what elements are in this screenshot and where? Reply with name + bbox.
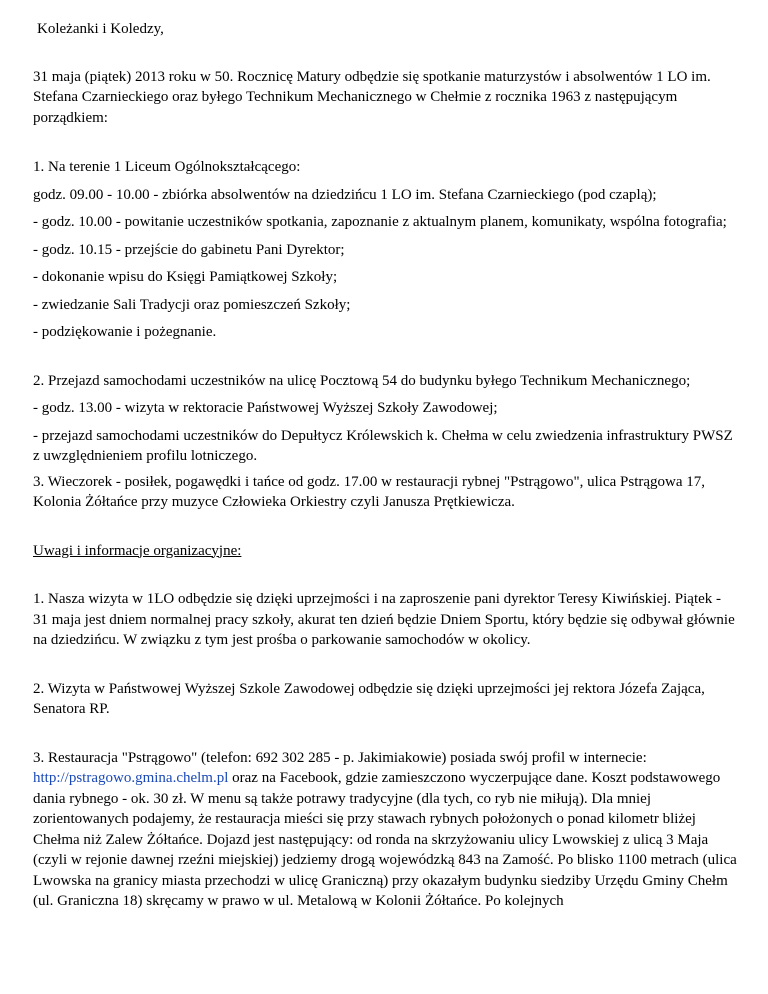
section1-item: - godz. 10.00 - powitanie uczestników spotkania, zapoznanie z aktualnym planem, komunikaty, wspólna fotografia; — [33, 214, 727, 230]
section1-item: - podziękowanie i pożegnanie. — [33, 324, 217, 340]
section2-title: 2. Przejazd samochodami uczestników na ulicę Pocztową 54 do budynku byłego Technikum Mechanicznego; — [33, 372, 691, 389]
section1-title: 1. Na terenie 1 Liceum Ogólnokształcącego: — [33, 159, 301, 175]
note-3 — [33, 748, 738, 912]
note-1: 1. Nasza wizyta w 1LO odbędzie się dzięki uprzejmości i na zaproszenie pani dyrektor Teresy Kiwińskiej. Piątek - 31 maja jest dniem normalnej pracy szkoły, akurat ten dzień będzie Dniem Sportu, który będzie się odbywał głównie na dziedzińcu. W związku z tym jest prośba o parkowanie samochodów w okolicy. — [33, 591, 735, 648]
document-body — [33, 0, 738, 912]
greeting: Koleżanki i Koledzy, — [37, 21, 164, 37]
section3-paragraph: 3. Wieczorek - posiłek, pogawędki i tańce od godz. 17.00 w restauracji rybnej "Pstrągowo", ulica Pstrągowa 17, Kolonia Żółtańce przy muzyce Człowieka Orkiestry czyli Janusza Prętkiewicza. — [33, 473, 706, 510]
notes-heading: Uwagi i informacje organizacyjne: — [33, 542, 242, 559]
section2-item: - przejazd samochodami uczestników do Depułtycz Królewskich k. Chełma w celu zwiedzenia infrastruktury PWSZ z uwzględnieniem profilu lotniczego. — [33, 427, 733, 464]
note-3-text-after-link: oraz na Facebook, gdzie zamieszczono wyczerpujące dane. Koszt podstawowego dania rybnego - ok. 30 zł. W menu są także potrawy tradycyjne (dla tych, co ryb nie miłują). Dla mniej zorientowanych podajemy, że restauracja mieści się przy stawach rybnych położonych o ponad kilometr bliżej Chełma niż Zalew Żółtańce. Dojazd jest następujący: od ronda na skrzyżowaniu ulicy Lwowskiej z ulicą 3 Maja (czyli w rejonie dawnej rzeźni miejskiej) jedziemy drogą wojewódzką 843 na Zamość. Po blisko 1100 metrach (ulica Lwowska na granicy miasta przechodzi w ulicę Graniczną) przy okazałym budynku siedziby Urzędu Gminy Chełm (ul. Graniczna 18) skręcamy w prawo w ul. Metalową w Kolonii Żółtańce. Po kolejnych — [33, 770, 737, 909]
section1-item: - zwiedzanie Sali Tradycji oraz pomieszczeń Szkoły; — [33, 296, 351, 313]
note-2: 2. Wizyta w Państwowej Wyższej Szkole Zawodowej odbędzie się dzięki uprzejmości jej rektora Józefa Zająca, Senatora RP. — [33, 680, 705, 717]
section1-item: - dokonanie wpisu do Księgi Pamiątkowej Szkoły; — [33, 269, 338, 285]
note-3-text-before-link: 3. Restauracja "Pstrągowo" (telefon: 692 302 285 - p. Jakimiakowie) posiada swój profil w internecie: — [33, 749, 647, 766]
section1-item: - godz. 10.15 - przejście do gabinetu Pani Dyrektor; — [33, 241, 345, 258]
restaurant-website-link[interactable]: http://pstragowo.gmina.chelm.pl — [33, 770, 229, 786]
intro-paragraph: 31 maja (piątek) 2013 roku w 50. Rocznicę Matury odbędzie się spotkanie maturzystów i absolwentów 1 LO im. Stefana Czarnieckiego oraz byłego Technikum Mechanicznego w Chełmie z rocznika 1963 z następującym porządkiem: — [33, 68, 711, 126]
section2-item: - godz. 13.00 - wizyta w rektoracie Państwowej Wyższej Szkoły Zawodowej; — [33, 400, 498, 416]
section1-item: godz. 09.00 - 10.00 - zbiórka absolwentów na dziedzińcu 1 LO im. Stefana Czarnieckiego (pod czaplą); — [33, 186, 657, 203]
